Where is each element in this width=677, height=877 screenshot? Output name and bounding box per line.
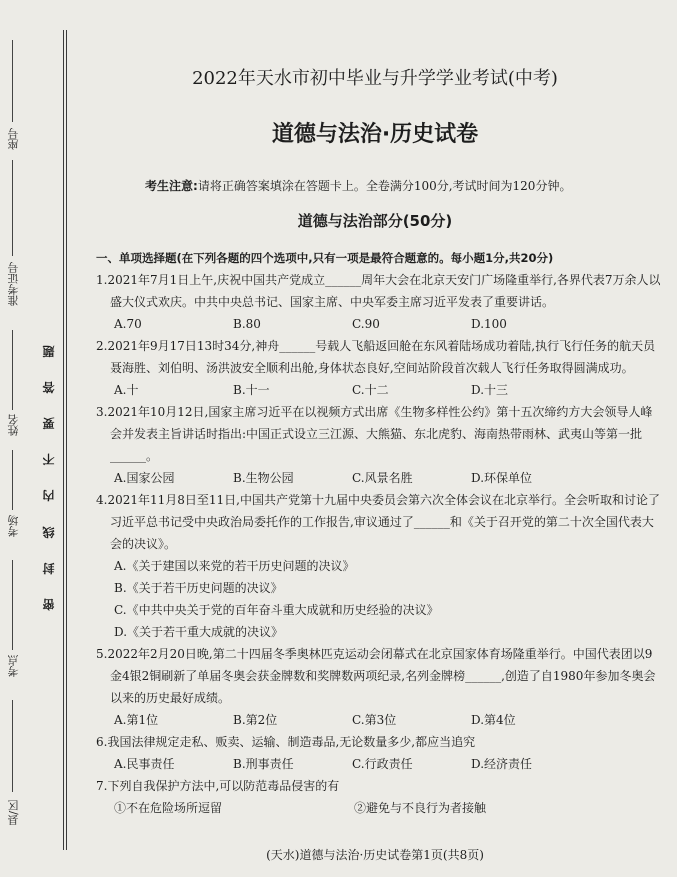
option-a: A.第1位	[114, 713, 159, 727]
question-4	[96, 489, 661, 643]
room-label: 考场	[7, 515, 20, 537]
seal-char: 要	[42, 407, 56, 430]
seat-underline	[12, 40, 13, 122]
paper-subtitle: 道德与法治·历史试卷	[271, 122, 479, 147]
option-c: C.风景名胜	[352, 471, 413, 485]
seal-char: 线	[42, 515, 56, 538]
question-list	[96, 247, 661, 819]
question-stem: 2.2021年9月17日13时34分,神舟______号载人飞船返回舱在东风着陆场成功着陆,执行飞行任务的航天员聂海胜、刘伯明、汤洪波安全顺利出舱,身体状态良好,空间站阶段首次载人飞行任务取得圆满成功。	[96, 339, 656, 375]
county-underline	[12, 700, 13, 792]
candidate-notice	[145, 177, 665, 194]
seal-char: 内	[42, 479, 56, 502]
question-6	[96, 731, 661, 775]
binding-margin	[0, 0, 70, 877]
name-label: 姓名	[7, 414, 20, 436]
option-c: C.行政责任	[352, 757, 413, 771]
question-5	[96, 643, 661, 731]
center-underline	[12, 560, 13, 650]
seal-char: 题	[42, 335, 56, 357]
section-heading: 道德与法治部分(50分)	[297, 212, 453, 230]
question-stem: 6.我国法律规定走私、贩卖、运输、制造毒品,无论数量多少,都应当追究	[96, 735, 476, 749]
question-1	[96, 269, 661, 335]
option-c: C.十二	[352, 383, 389, 397]
seat-label: 座号	[7, 128, 20, 150]
binding-line	[66, 30, 67, 850]
question-stem: 4.2021年11月8日至11日,中国共产党第十九届中央委员会第六次全体会议在北京举行。全会听取和讨论了习近平总书记受中央政治局委托作的工作报告,审议通过了______和《关于召开党的第二十次全国代表大会的决议》。	[96, 493, 660, 551]
option-c: C.90	[352, 317, 380, 331]
option-c: C.《中共中央关于党的百年奋斗重大成就和历史经验的决议》	[114, 603, 439, 617]
option-b: B.生物公园	[233, 471, 294, 485]
question-stem: 3.2021年10月12日,国家主席习近平在以视频方式出席《生物多样性公约》第十五次缔约方大会领导人峰会并发表主旨讲话时指出:中国正式设立三江源、大熊猫、东北虎豹、海南热带雨林、武夷山等第一批______。	[96, 405, 653, 463]
exam-no-underline	[12, 160, 13, 256]
center-label: 考点	[7, 655, 20, 677]
question-3	[96, 401, 661, 489]
binding-line	[63, 30, 64, 850]
exam-no-label: 准考证号	[7, 262, 20, 306]
option-b: B.《关于若干历史问题的决议》	[114, 581, 283, 595]
seal-char: 封	[42, 552, 56, 575]
option-a: A.十	[114, 383, 139, 397]
option-c: C.第3位	[352, 713, 397, 727]
option-b: B.十一	[233, 383, 270, 397]
name-underline	[12, 330, 13, 410]
option-a: A.国家公园	[114, 471, 175, 485]
option-b: B.80	[233, 317, 261, 331]
option-a: A.《关于建国以来党的若干历史问题的决议》	[114, 559, 355, 573]
seal-line-notice	[40, 335, 57, 610]
question-7	[96, 775, 661, 819]
notice-label: 考生注意:	[145, 179, 198, 193]
seal-char: 答	[42, 371, 56, 394]
option-a: A.民事责任	[114, 757, 175, 771]
question-stem: 1.2021年7月1日上午,庆祝中国共产党成立______周年大会在北京天安门广场隆重举行,各界代表7万余人以盛大仪式欢庆。中共中央总书记、国家主席、中央军委主席习近平发表了重要讲话。	[96, 273, 661, 309]
option-a: A.70	[114, 317, 142, 331]
option-b: B.第2位	[233, 713, 278, 727]
option-d: D.第4位	[471, 713, 516, 727]
question-stem: 7.下列自我保护方法中,可以防范毒品侵害的有	[96, 779, 340, 793]
option-d: D.100	[471, 317, 507, 331]
option-2: ②避免与不良行为者接触	[354, 801, 487, 815]
option-d: D.经济责任	[471, 757, 533, 771]
page-footer: (天水)道德与法治·历史试卷第1页(共8页)	[266, 848, 484, 862]
instruction: 一、单项选择题(在下列各题的四个选项中,只有一项是最符合题意的。每小题1分,共20分)	[96, 251, 554, 265]
option-d: D.环保单位	[471, 471, 533, 485]
option-b: B.刑事责任	[233, 757, 294, 771]
question-2	[96, 335, 661, 401]
room-underline	[12, 450, 13, 510]
option-1: ①不在危险场所逗留	[114, 801, 223, 815]
county-label: 县/区	[7, 800, 20, 826]
question-stem: 5.2022年2月20日晚,第二十四届冬季奥林匹克运动会闭幕式在北京国家体育场隆重举行。中国代表团以9金4银2铜刷新了单届冬奥会获金牌数和奖牌数两项纪录,名列金牌榜______,创造了自1980年参加冬奥会以来的历史最好成绩。	[96, 647, 656, 705]
notice-text: 请将正确答案填涂在答题卡上。全卷满分100分,考试时间为120分钟。	[197, 179, 572, 193]
exam-title: 2022年天水市初中毕业与升学学业考试(中考)	[192, 68, 558, 89]
seal-char: 密	[42, 588, 56, 611]
option-d: D.十三	[471, 383, 509, 397]
option-d: D.《关于若干重大成就的决议》	[114, 625, 284, 639]
seal-char: 不	[42, 443, 56, 466]
